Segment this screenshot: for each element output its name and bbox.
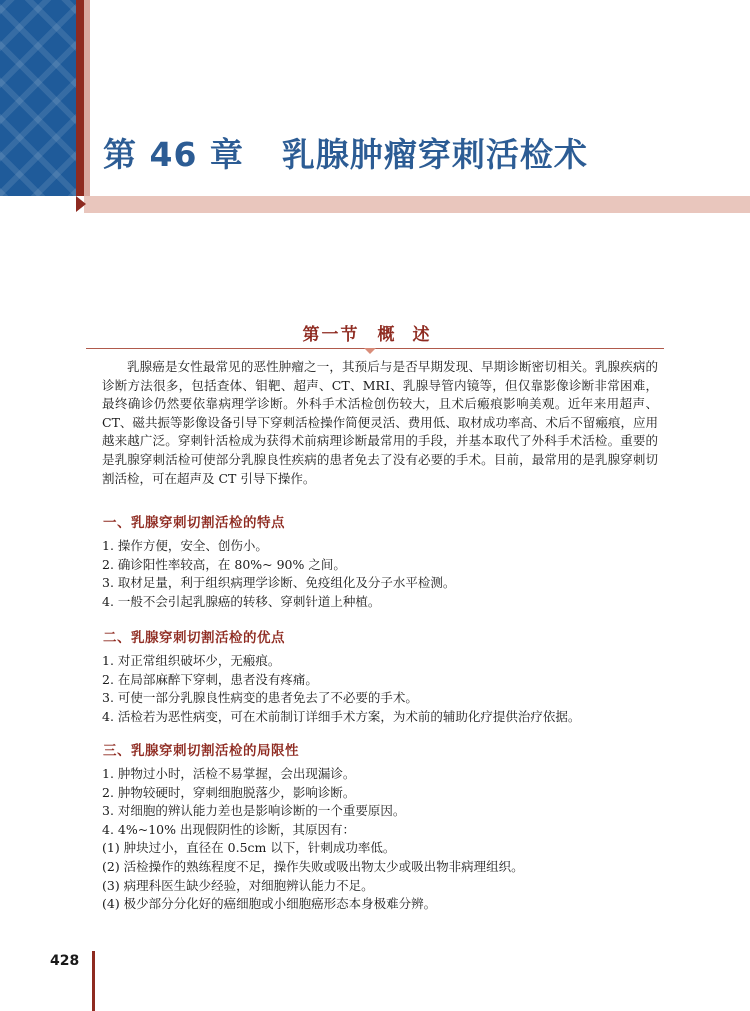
list-item: 2. 在局部麻醉下穿刺，患者没有疼痛。 bbox=[102, 671, 318, 687]
list-item: (2) 活检操作的熟练程度不足，操作失败或吸出物太少或吸出物非病理组织。 bbox=[102, 858, 524, 874]
list-item: 2. 肿物较硬时，穿刺细胞脱落少，影响诊断。 bbox=[102, 784, 356, 800]
features-list bbox=[102, 537, 662, 611]
subsection-heading-advantages: 二、乳腺穿刺切割活检的优点 bbox=[103, 630, 285, 646]
chapter-number: 第 46 章 bbox=[103, 135, 244, 175]
page-number-bar bbox=[92, 951, 95, 1011]
page-number: 428 bbox=[50, 953, 80, 969]
list-item: 1. 操作方便，安全、创伤小。 bbox=[102, 538, 268, 553]
section-title: 概述 bbox=[377, 325, 448, 345]
list-item: 1. 肿物过小时，活检不易掌握，会出现漏诊。 bbox=[102, 766, 356, 781]
chapter-title bbox=[103, 135, 588, 175]
intro-paragraph: 乳腺癌是女性最常见的恶性肿瘤之一，其预后与是否早期发现、早期诊断密切相关。乳腺疾病的诊断方法很多，包括查体、钼靶、超声、CT、MRI、乳腺导管内镜等，但仅靠影像诊断非常困难，最终确诊仍然要依靠病理学诊断。外科手术活检创伤较大，且术后瘢痕影响美观。近年来用超声、CT、磁共振等影像设备引导下穿刺活检操作简便灵活、费用低、取材成功率高、术后不留瘢痕，应用越来越广泛。穿刺针活检成为获得术前病理诊断最常用的手段，并基本取代了外科手术活检。重要的是乳腺穿刺活检可使部分乳腺良性疾病的患者免去了没有必要的手术。目前，最常用的是乳腺穿刺切割活检，可在超声及 CT 引导下操作。 bbox=[102, 359, 658, 486]
list-item: 2. 确诊阳性率较高，在 80%~ 90% 之间。 bbox=[102, 556, 346, 572]
list-item: (1) 肿块过小，直径在 0.5cm 以下，针刺成功率低。 bbox=[102, 840, 396, 856]
subsection-heading-limitations: 三、乳腺穿刺切割活检的局限性 bbox=[103, 743, 299, 759]
section-label: 第一节 bbox=[302, 325, 360, 345]
header-rule-bar bbox=[84, 196, 750, 213]
list-item: 4. 4%~10% 出现假阴性的诊断，其原因有： bbox=[102, 821, 355, 837]
header-pink-band bbox=[84, 0, 90, 196]
list-item: 1. 对正常组织破坏少，无瘢痕。 bbox=[102, 653, 281, 668]
list-item: 3. 可使一部分乳腺良性病变的患者免去了不必要的手术。 bbox=[102, 690, 418, 706]
list-item: 4. 活检若为恶性病变，可在术前制订详细手术方案，为术前的辅助化疗提供治疗依据。 bbox=[102, 708, 581, 724]
limitations-list bbox=[102, 765, 662, 914]
header-red-stripe bbox=[76, 0, 84, 196]
header-arrow-icon bbox=[76, 196, 86, 212]
list-item: 4. 一般不会引起乳腺癌的转移、穿刺针道上种植。 bbox=[102, 593, 381, 609]
list-item: (4) 极少部分分化好的癌细胞或小细胞癌形态本身极难分辨。 bbox=[102, 896, 437, 912]
list-item: 3. 取材足量，利于组织病理学诊断、免疫组化及分子水平检测。 bbox=[102, 575, 456, 591]
chapter-name: 乳腺肿瘤穿刺活检术 bbox=[281, 135, 588, 175]
list-item: 3. 对细胞的辨认能力差也是影响诊断的一个重要原因。 bbox=[102, 803, 406, 819]
advantages-list bbox=[102, 652, 662, 726]
section-heading bbox=[0, 320, 750, 345]
list-item: (3) 病理科医生缺少经验，对细胞辨认能力不足。 bbox=[102, 877, 374, 893]
subsection-heading-features: 一、乳腺穿刺切割活检的特点 bbox=[103, 515, 285, 531]
header-pattern-band bbox=[0, 0, 76, 196]
section-marker-icon bbox=[364, 348, 376, 354]
